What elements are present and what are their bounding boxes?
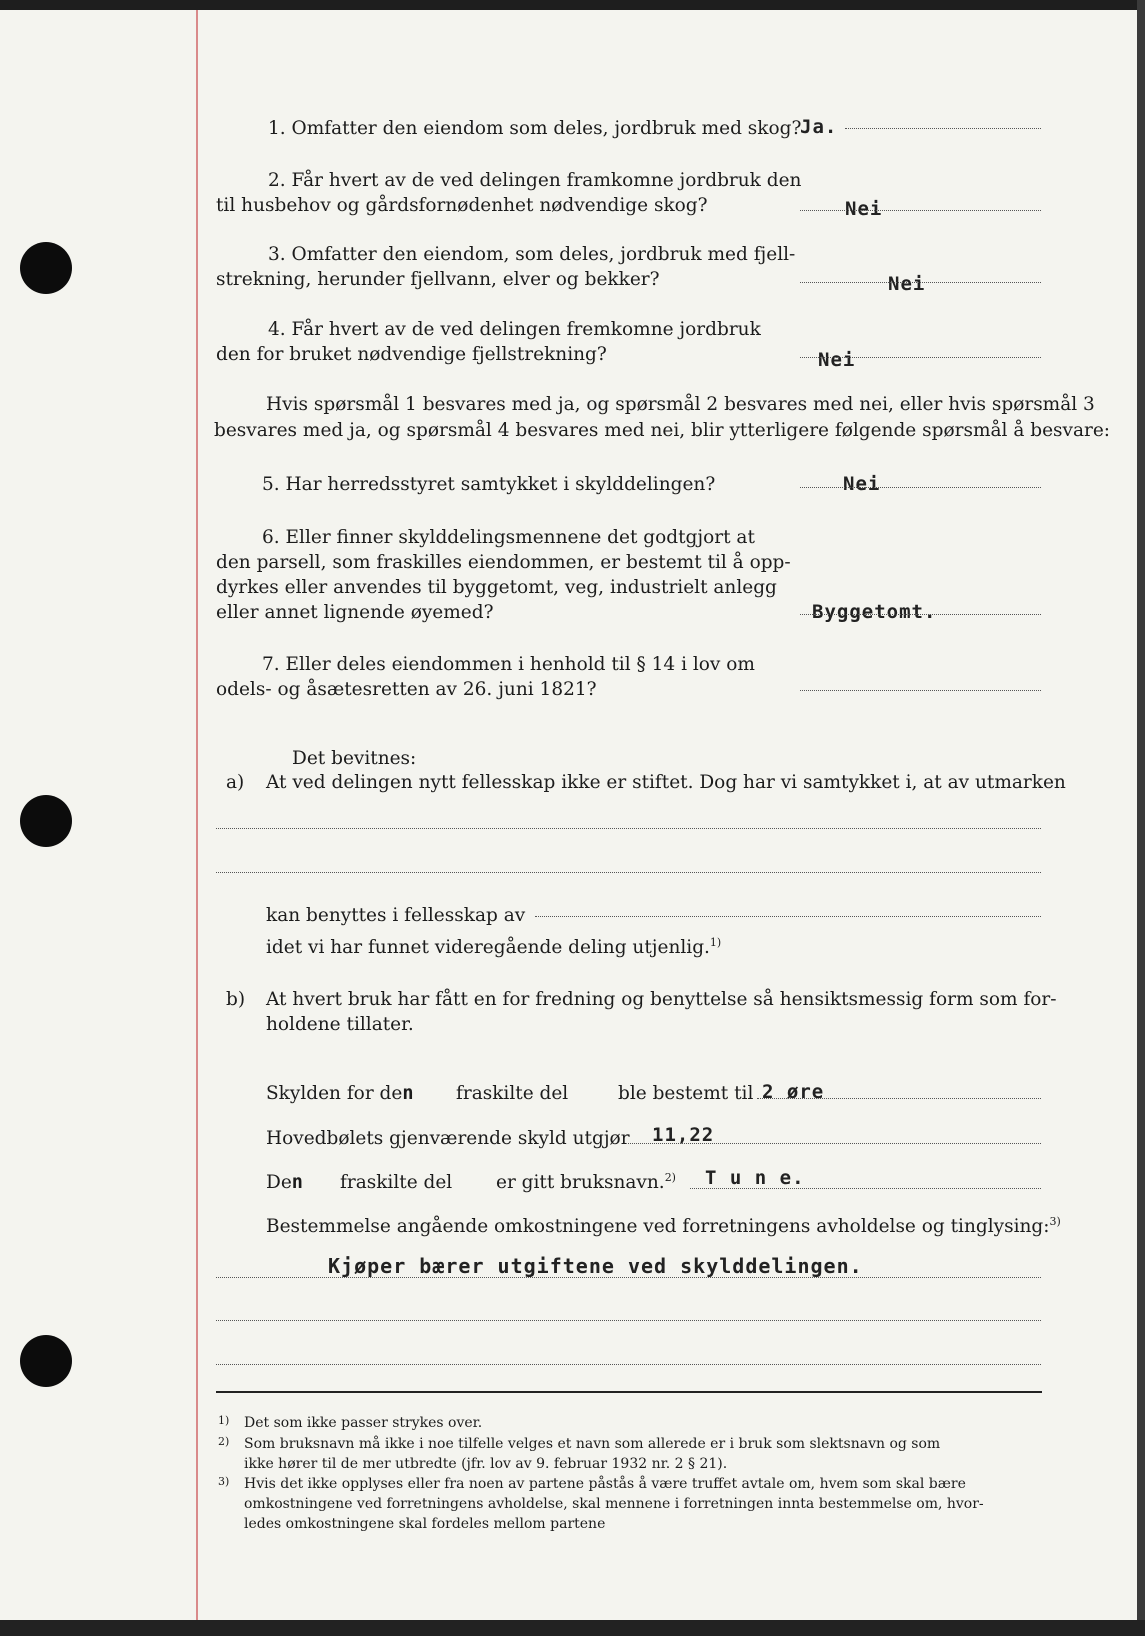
attest-b-line2: holdene tillater. [266, 1014, 414, 1035]
shared-text: kan benyttes i fellesskap av [266, 905, 526, 926]
question-3-line2: strekning, herunder fjellvann, elver og bekker? [216, 269, 660, 290]
footnote-rule [216, 1391, 1042, 1393]
footnote-1-mark: 1) [218, 1414, 230, 1427]
question-2-line1: 2. Får hvert av de ved delingen framkomne jordbruk den [268, 170, 802, 191]
skyld-label-2: fraskilte del [456, 1083, 569, 1104]
answer-line [800, 487, 1041, 488]
footnote-3-mark: 3) [218, 1475, 230, 1488]
condition-line2: besvares med ja, og spørsmål 4 besvares med nei, blir ytterligere følgende spørsmål å besvare: [214, 420, 1111, 441]
question-6-line3: dyrkes eller anvendes til byggetomt, veg, industrielt anlegg [216, 577, 777, 598]
answer-3: Nei [888, 273, 926, 295]
answer-line [800, 357, 1041, 358]
answer-line [628, 1143, 1041, 1144]
answer-5: Nei [843, 473, 881, 495]
answer-6: Byggetomt. [812, 601, 937, 623]
question-6-line2: den parsell, som fraskilles eiendommen, er bestemt til å opp- [216, 552, 791, 573]
punch-hole [20, 1335, 72, 1387]
further-text: idet vi har funnet videregående deling utjenlig.$^{1)}$ [266, 935, 722, 958]
footnote-3-line2: omkostningene ved forretningens avholdelse, skal mennene i forretningen innta bestemmelse om, hvor- [244, 1496, 984, 1512]
answer-line [800, 690, 1041, 691]
answer-1: Ja. [800, 116, 838, 138]
scan-edge-bottom [0, 1620, 1145, 1636]
name-label-1: Den [266, 1172, 303, 1193]
cost-label: Bestemmelse angående omkostningene ved forretningens avholdelse og tinglysing:$^{3)}$ [266, 1214, 1061, 1237]
answer-line [690, 1188, 1041, 1189]
question-5: 5. Har herredsstyret samtykket i skylddelingen? [262, 474, 716, 495]
question-2-line2: til husbehov og gårdsfornødenhet nødvendige skog? [216, 195, 708, 216]
name-label-3: er gitt bruksnavn.$^{2)}$ [496, 1170, 676, 1193]
attest-a-text: At ved delingen nytt fellesskap ikke er stiftet. Dog har vi samtykket i, at av utmarken [266, 772, 1066, 793]
blank-line [216, 828, 1041, 829]
footnote-2-line2: ikke hører til de mer utbredte (jfr. lov av 9. februar 1932 nr. 2 § 21). [244, 1456, 728, 1472]
attest-a-label: a) [226, 772, 245, 793]
answer-line [216, 1277, 1041, 1278]
name-label-2: fraskilte del [340, 1172, 453, 1193]
name-value: T u n e. [705, 1167, 805, 1189]
footnote-2-line1: Som bruksnavn må ikke i noe tilfelle velges et navn som allerede er i bruk som slektsnavn og som [244, 1436, 941, 1452]
scan-edge-top [0, 0, 1145, 10]
footnote-2-mark: 2) [218, 1435, 230, 1448]
scan-edge-right [1137, 0, 1145, 1636]
question-4-line2: den for bruket nødvendige fjellstrekning? [216, 344, 607, 365]
question-6-line4: eller annet lignende øyemed? [216, 602, 494, 623]
answer-line [845, 128, 1041, 129]
answer-line [800, 282, 1041, 283]
attest-b-label: b) [226, 989, 246, 1010]
margin-line [196, 10, 198, 1620]
footnote-3-line3: ledes omkostningene skal fordeles mellom partene [244, 1516, 606, 1532]
skyld-label-1: Skylden for den [266, 1083, 414, 1104]
punch-hole [20, 242, 72, 294]
cost-value: Kjøper bærer utgiftene ved skylddelingen. [328, 1254, 863, 1278]
question-4-line1: 4. Får hvert av de ved delingen fremkomne jordbruk [268, 319, 761, 340]
answer-2: Nei [845, 198, 883, 220]
footnote-1: Det som ikke passer strykes over. [244, 1415, 483, 1431]
hoved-value: 11,22 [652, 1124, 715, 1146]
condition-line1: Hvis spørsmål 1 besvares med ja, og spørsmål 2 besvares med nei, eller hvis spørsmål 3 [266, 394, 1095, 415]
attest-heading: Det bevitnes: [292, 748, 417, 769]
answer-line [757, 1098, 1041, 1099]
answer-line [800, 614, 1041, 615]
hoved-label: Hovedbølets gjenværende skyld utgjør [266, 1128, 630, 1149]
answer-line [800, 210, 1041, 211]
question-1: 1. Omfatter den eiendom som deles, jordbruk med skog? [268, 118, 802, 139]
question-6-line1: 6. Eller finner skylddelingsmennene det godtgjort at [262, 527, 755, 548]
footnote-3-line1: Hvis det ikke opplyses eller fra noen av partene påstås å være truffet avtale om, hvem som skal bære [244, 1476, 966, 1492]
blank-line [216, 1364, 1041, 1365]
question-7-line2: odels- og åsætesretten av 26. juni 1821? [216, 679, 597, 700]
blank-line [216, 872, 1041, 873]
answer-4: Nei [818, 349, 856, 371]
question-3-line1: 3. Omfatter den eiendom, som deles, jordbruk med fjell- [268, 244, 796, 265]
attest-b-line1: At hvert bruk har fått en for fredning og benyttelse så hensiktsmessig form som for- [266, 989, 1057, 1010]
blank-line [216, 1320, 1041, 1321]
punch-hole [20, 795, 72, 847]
skyld-value: 2 øre [762, 1081, 825, 1103]
skyld-label-3: ble bestemt til [618, 1083, 754, 1104]
blank-line [535, 916, 1041, 917]
question-7-line1: 7. Eller deles eiendommen i henhold til § 14 i lov om [262, 654, 755, 675]
